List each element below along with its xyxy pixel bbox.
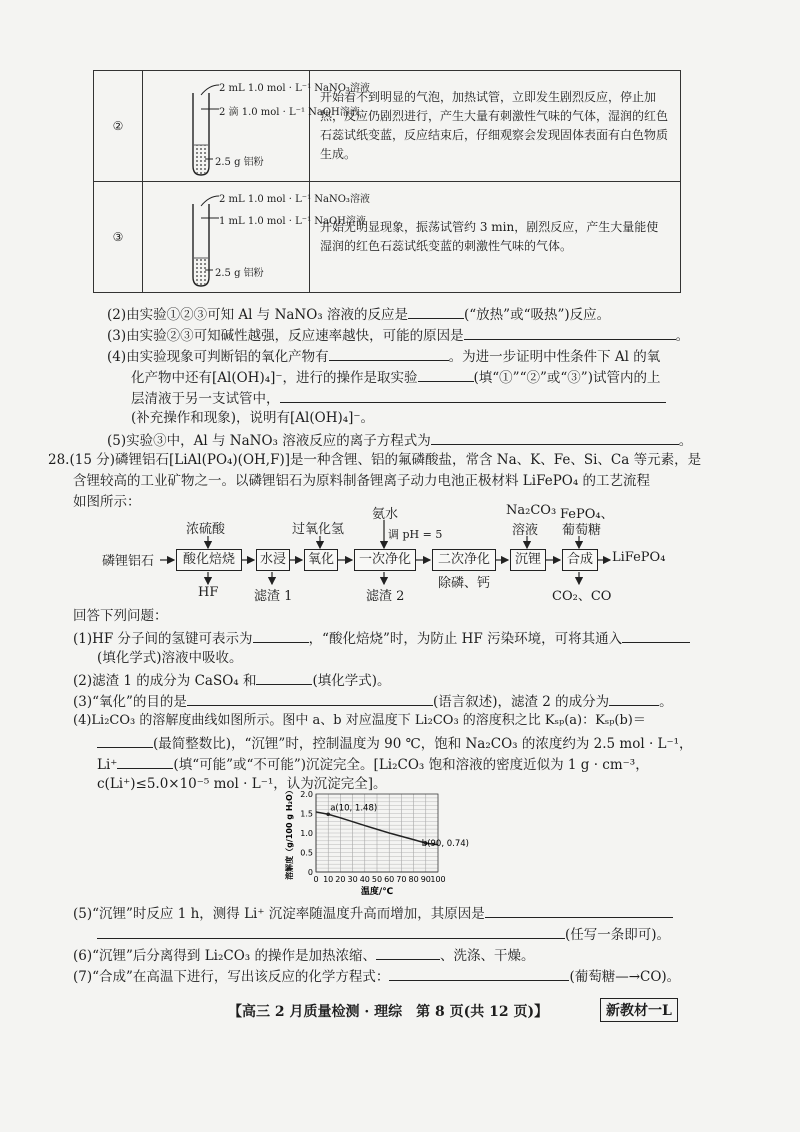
table-row [94,182,681,293]
answer-blank[interactable] [253,628,309,643]
x-tick-label: 50 [371,875,383,884]
answer-blank[interactable] [280,388,666,403]
data-label: b(90, 0.74) [421,839,469,850]
flow-product: LiFePO₄ [612,550,666,565]
q28-part1-line2: (填化学式)溶液中吸收。 [97,650,243,666]
q28-part7: (7)“合成”在高温下进行，写出该反应的化学方程式： (葡萄糖—→CO)。 [73,966,680,986]
y-tick-label: 2.0 [300,790,313,799]
q27-part4-line4: (补充操作和现象)，说明有[Al(OH)₄]⁻。 [131,410,375,426]
answer-blank[interactable] [431,430,679,445]
x-tick-label: 40 [359,875,370,884]
flow-output: HF [198,585,219,600]
flow-output: 除磷、钙 [438,576,491,591]
y-tick-label: 1.5 [300,809,313,819]
flow-input: Na₂CO₃ [506,503,557,518]
flow-input: 氨水 [372,507,399,522]
solid-label: 2.5 g 铝粉 [215,157,264,168]
flow-input: 调 pH = 5 [388,528,443,541]
q27-part4-line2: 化产物中还有[Al(OH)₄]⁻，进行的操作是取实验 (填“①”“②”或“③”)试管内的上 [131,367,660,387]
q28-part2: (2)滤渣 1 的成分为 CaSO₄ 和 (填化学式)。 [73,670,391,690]
flow-output: CO₂、CO [552,589,612,604]
q28-part5-line2: (任写一条即可)。 [97,924,670,944]
solid-label: 2.5 g 铝粉 [215,268,264,279]
x-tick-label: 90 [420,875,431,884]
x-tick-label: 70 [396,875,407,884]
q27-part4-line1: (4)由实验现象可判断铝的氧化产物有 。为进一步证明中性条件下 Al 的氧 [107,346,660,366]
reagent-label: 2 滴 1.0 mol · L⁻¹ NaOH溶液 [219,107,360,118]
experiment-number: ② [94,71,143,182]
flow-input: 浓硫酸 [186,522,226,537]
q27-part2: (2)由实验①②③可知 Al 与 NaNO₃ 溶液的反应是 (“放热”或“吸热”)反应。 [107,304,610,324]
answer-blank[interactable] [464,325,676,340]
flow-input: 过氧化氢 [292,522,345,537]
q28-intro: 如图所示： [73,494,141,510]
q28-intro: 28.(15 分)磷锂铝石[LiAl(PO₄)(OH,F)]是一种含锂、铝的氟磷酸盐，常含 Na、K、Fe、Si、Ca 等元素，是 [48,452,702,468]
answer-blank[interactable] [329,346,449,361]
flow-step: 沉锂 [510,549,546,571]
q28-part3: (3)“氧化”的目的是 (语言叙述)，滤渣 2 的成分为 。 [73,691,673,711]
flow-input: FePO₄、 [560,507,614,522]
q28-intro: 含锂较高的工业矿物之一。以磷锂铝石为原料制备锂离子动力电池正极材料 LiFePO₄ 的工艺流程 [73,473,651,489]
flow-step: 氧化 [304,549,338,571]
answer-blank[interactable] [256,670,312,685]
x-axis-label: 温度/℃ [360,887,394,897]
flow-output: 滤渣 2 [366,589,405,604]
flow-step: 一次净化 [354,549,416,571]
y-tick-label: 0 [307,868,313,877]
x-tick-label: 30 [347,875,358,884]
flow-input: 溶液 [512,523,539,538]
q28-part4-line3: Li⁺ (填“可能”或“不可能”)沉淀完全。[Li₂CO₃ 饱和溶液的密度近似为 1 g · cm⁻³， [97,754,649,774]
q28-part6: (6)“沉锂”后分离得到 Li₂CO₃ 的操作是加热浓缩、 、洗涤、干燥。 [73,945,535,965]
test-tube-figure [143,182,370,293]
q28-prompt: 回答下列问题： [73,608,168,624]
q27-part5: (5)实验③中，Al 与 NaNO₃ 溶液反应的离子方程式为 。 [107,430,692,450]
answer-blank[interactable] [376,945,440,960]
answer-blank[interactable] [622,628,690,643]
test-tube-figure [143,71,370,182]
x-tick-label: 80 [408,875,419,884]
answer-blank[interactable] [97,733,153,748]
observation-text: 开始无明显现象，振荡试管约 3 min，剧烈反应，产生大量能使湿润的红色石蕊试纸变蓝的刺激性气味的气体。 [310,182,681,293]
x-tick-label: 10 [323,875,334,884]
answer-blank[interactable] [389,966,569,981]
answer-blank[interactable] [418,367,474,382]
q28-part4-line2: (最简整数比)，“沉锂”时，控制温度为 90 ℃，饱和 Na₂CO₃ 的浓度约为 2.5 mol · L⁻¹， [97,733,693,753]
experiment-number: ③ [94,182,143,293]
x-tick-label: 0 [313,875,319,884]
x-tick-label: 60 [384,875,395,884]
data-label: a(10, 1.48) [330,803,378,814]
x-tick-label: 100 [430,875,446,884]
flow-step: 二次净化 [432,549,496,571]
reagent-label: 2 mL 1.0 mol · L⁻¹ NaNO₃溶液 [219,194,370,205]
answer-blank[interactable] [408,304,464,319]
reagent-label: 2 mL 1.0 mol · L⁻¹ NaNO₃溶液 [219,83,370,94]
q28-part4-line1: (4)Li₂CO₃ 的溶解度曲线如图所示。图中 a、b 对应温度下 Li₂CO₃ 的溶度积之比 Kₛₚ(a)：Kₛₚ(b)＝ [73,713,646,728]
page-footer: 【高三 2 月质量检测 · 理综 第 8 页(共 12 页)】 [228,1004,549,1020]
q27-part4-line3: 层清液于另一支试管中， [131,388,666,408]
x-tick-label: 20 [335,875,346,884]
experiment-table [93,70,681,293]
answer-blank[interactable] [117,754,173,769]
q28-part4-line4: c(Li⁺)≤5.0×10⁻⁵ mol · L⁻¹，认为沉淀完全]。 [97,776,387,792]
flow-step: 合成 [562,549,598,571]
q28-part5-line1: (5)“沉锂”时反应 1 h，测得 Li⁺ 沉淀率随温度升高而增加，其原因是 [73,903,673,923]
y-axis-label: 溶解度（g/100 g H₂O） [285,786,294,880]
chart-labels [284,786,469,897]
reagent-label: 1 mL 1.0 mol · L⁻¹ NaOH溶液 [219,216,366,227]
answer-blank[interactable] [97,924,565,939]
y-tick-label: 0.5 [300,848,313,858]
q27-part3: (3)由实验②③可知碱性越强，反应速率越快，可能的原因是 。 [107,325,689,345]
flow-step: 酸化焙烧 [176,549,242,571]
flow-output: 滤渣 1 [254,589,293,604]
flow-start: 磷锂铝石 [102,554,155,569]
table-row [94,71,681,182]
answer-blank[interactable] [609,691,659,706]
edition-badge: 新教材一L [600,998,678,1022]
flow-step: 水浸 [256,549,290,571]
solubility-chart [258,786,469,900]
answer-blank[interactable] [187,691,433,706]
observation-text: 开始看不到明显的气泡，加热试管，立即发生剧烈反应，停止加热，反应仍剧烈进行，产生大量有刺激性气味的气体，湿润的红色石蕊试纸变蓝，反应结束后，仔细观察会发现固体表面有白色物质生成。 [310,71,681,182]
y-tick-label: 1.0 [300,829,313,838]
q28-part1-line1: (1)HF 分子间的氢键可表示为 ，“酸化焙烧”时，为防止 HF 污染环境，可将其通入 [73,628,690,648]
answer-blank[interactable] [485,903,673,918]
flow-input: 葡萄糖 [562,523,602,538]
